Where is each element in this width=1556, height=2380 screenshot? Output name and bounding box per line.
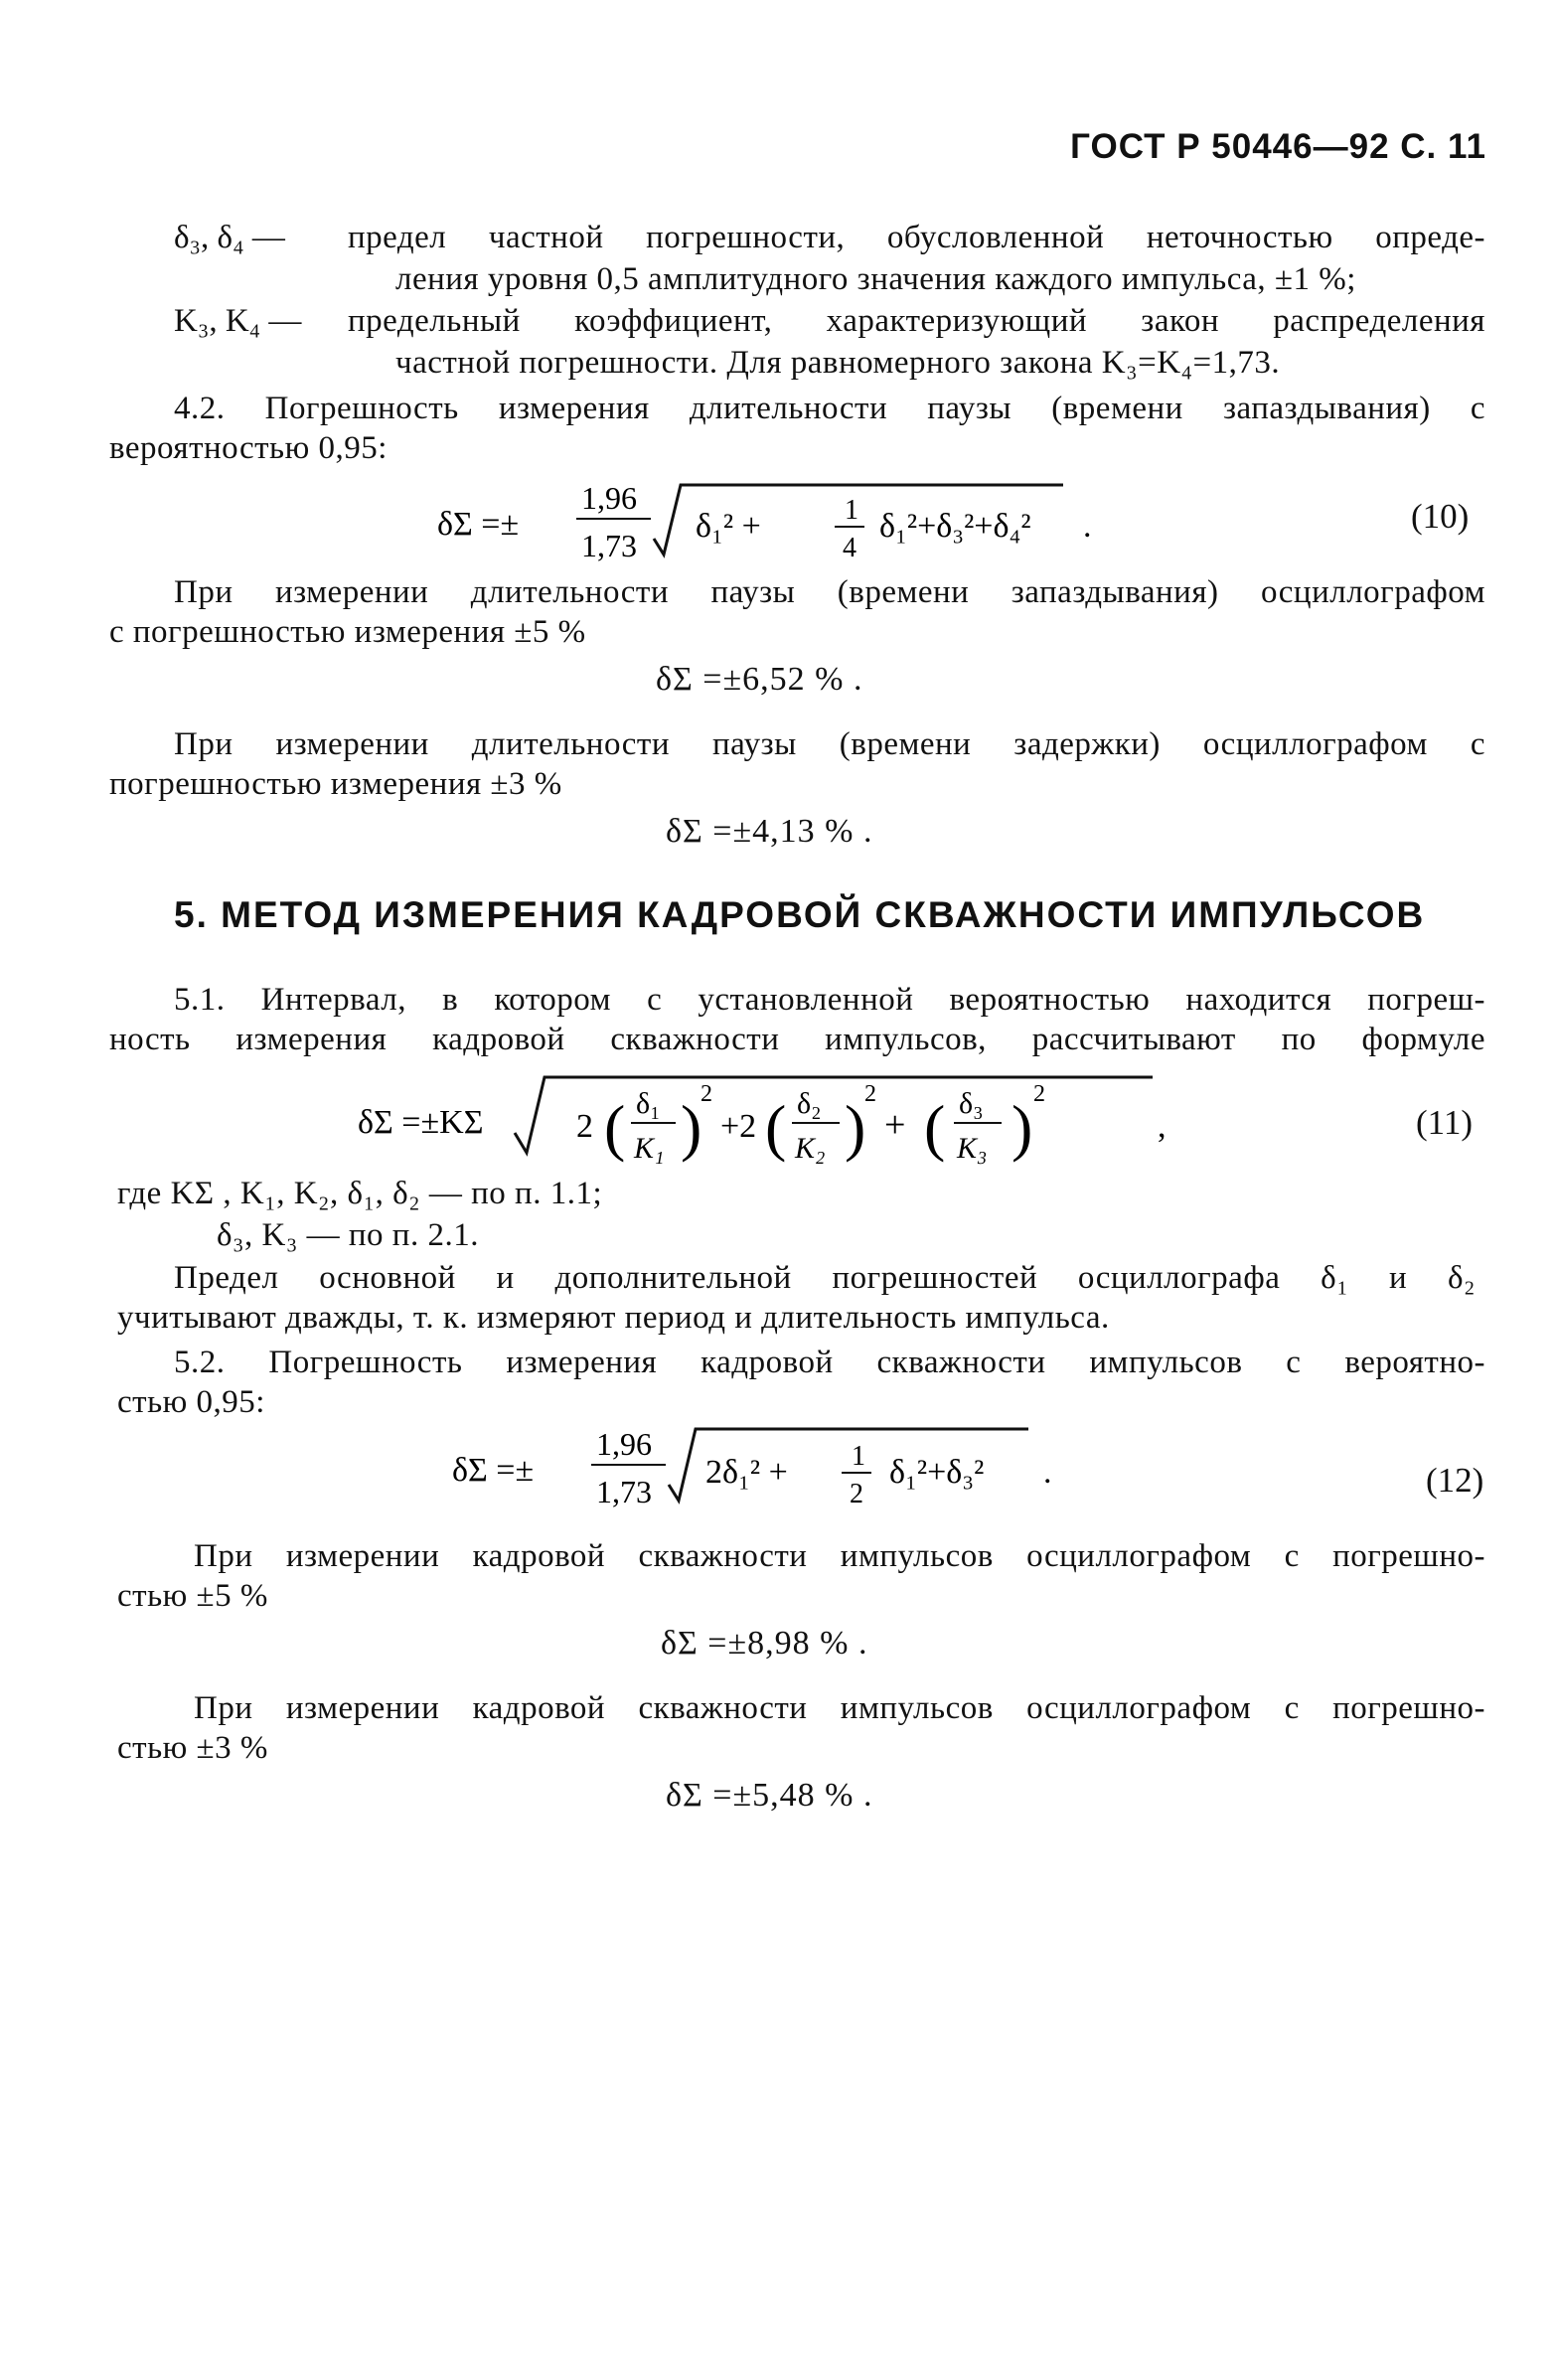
eq11-t3-exp: 2 [1033, 1081, 1045, 1107]
eq11-number: (11) [1416, 1103, 1474, 1142]
p52-line2: стью 0,95: [117, 1384, 265, 1420]
eq11-t1-den: K₁ [634, 1132, 665, 1165]
eq11-t2-exp: 2 [864, 1081, 876, 1107]
svg-text:): ) [681, 1092, 702, 1163]
where-line2: δ₃, K₃ — по п. 2.1. [217, 1217, 479, 1253]
p42-line1: 4.2. Погрешность измерения длительности паузы (времени запаздывания) с [174, 391, 1485, 426]
p-limit-line1: Предел основной и дополнительной погрешностей осциллографа δ₁ и δ₂ [174, 1260, 1476, 1296]
def-k3k4-line2: частной погрешности. Для равномерного закона K₃=K₄=1,73. [395, 345, 1281, 381]
svg-text:): ) [845, 1092, 866, 1163]
eq10-den: 1,73 [581, 528, 637, 563]
eq12-frac-den: 2 [850, 1479, 863, 1509]
eq12-frac-num: 1 [852, 1441, 865, 1472]
eq10-tail: . [1083, 508, 1092, 545]
eq11-lhs: δΣ =±KΣ [358, 1104, 484, 1141]
where-line1: где KΣ , K₁, K₂, δ₁, δ₂ — по п. 1.1; [117, 1176, 603, 1211]
eq12-tail: . [1043, 1454, 1052, 1491]
eq11-t3-den: K₃ [957, 1132, 988, 1165]
equation-11 [338, 1063, 1232, 1183]
def-term-d3d4: δ₃, δ₄ — [174, 220, 285, 255]
result-pause3: δΣ =±4,13 % . [666, 813, 873, 850]
eq10-frac-den: 4 [843, 533, 856, 563]
eq11-t1-coef: 2 [576, 1108, 593, 1145]
svg-text:(: ( [765, 1092, 787, 1163]
p-duty5-line2: стью ±5 % [117, 1578, 268, 1614]
result-duty5: δΣ =±8,98 % . [661, 1625, 868, 1662]
eq11-t1-num: δ₁ [636, 1087, 661, 1120]
p51-line2: ность измерения кадровой скважности импульсов, рассчитывают по формуле [109, 1022, 1485, 1057]
svg-text:): ) [1011, 1092, 1033, 1163]
eq10-radicand-b: δ₁²+δ₃²+δ₄² [879, 508, 1031, 545]
p-pause5-line1: При измерении длительности паузы (времени запаздывания) осциллографом [174, 574, 1485, 610]
eq10-radicand-a: δ₁² + [696, 508, 761, 545]
eq11-t2-den: K₂ [795, 1132, 826, 1165]
eq11-t2-num: δ₂ [797, 1087, 822, 1120]
eq12-lhs: δΣ =± [452, 1452, 535, 1489]
eq11-t3-coef: + [884, 1104, 906, 1146]
def-term-k3k4: K₃, K₄ — [174, 303, 302, 339]
p-pause3-line2: погрешностью измерения ±3 % [109, 766, 562, 802]
p-duty5-line1: При измерении кадровой скважности импульсов осциллографом с погрешно- [194, 1538, 1485, 1574]
p52-line1: 5.2. Погрешность измерения кадровой скважности импульсов с вероятно- [174, 1345, 1485, 1380]
svg-text:(: ( [924, 1092, 946, 1163]
eq12-radicand-b: δ₁²+δ₃² [889, 1454, 985, 1491]
eq12-den: 1,73 [596, 1474, 652, 1509]
eq11-t1-exp: 2 [700, 1081, 712, 1107]
p51-line1: 5.1. Интервал, в котором с установленной вероятностью находится погреш- [174, 982, 1485, 1018]
equation-10 [417, 467, 1172, 576]
eq12-radicand-a: 2δ₁² + [705, 1454, 788, 1491]
eq10-num: 1,96 [581, 480, 637, 516]
eq10-frac-num: 1 [845, 495, 858, 526]
p-limit-line2: учитывают дважды, т. к. измеряют период и длительность импульса. [117, 1300, 1110, 1336]
eq10-number: (10) [1411, 497, 1470, 536]
eq11-t2-coef: +2 [720, 1108, 757, 1145]
p-pause5-line2: с погрешностью измерения ±5 % [109, 614, 586, 650]
svg-text:(: ( [604, 1092, 626, 1163]
p-duty3-line1: При измерении кадровой скважности импульсов осциллографом с погрешно- [194, 1690, 1485, 1726]
equation-12 [442, 1411, 1138, 1520]
def-d3d4-line1: предел частной погрешности, обусловленной неточностью опреде- [348, 220, 1485, 255]
eq11-t3-num: δ₃ [959, 1087, 984, 1120]
p-pause3-line1: При измерении длительности паузы (времени задержки) осциллографом с [174, 726, 1485, 762]
page-header: ГОСТ Р 50446—92 С. 11 [1070, 127, 1486, 166]
section-5-heading: 5. МЕТОД ИЗМЕРЕНИЯ КАДРОВОЙ СКВАЖНОСТИ ИМПУЛЬСОВ [174, 894, 1426, 935]
p-duty3-line2: стью ±3 % [117, 1730, 268, 1766]
result-pause5: δΣ =±6,52 % . [656, 661, 863, 698]
eq12-number: (12) [1426, 1461, 1484, 1500]
def-d3d4-line2: ления уровня 0,5 амплитудного значения каждого импульса, ±1 %; [395, 261, 1356, 297]
def-k3k4-line1: предельный коэффициент, характеризующий закон распределения [348, 303, 1485, 339]
result-duty3: δΣ =±5,48 % . [666, 1777, 873, 1814]
eq12-num: 1,96 [596, 1426, 652, 1462]
eq11-tail: , [1158, 1108, 1167, 1145]
p42-line2: вероятностью 0,95: [109, 430, 388, 466]
eq10-lhs: δΣ =± [437, 506, 520, 543]
